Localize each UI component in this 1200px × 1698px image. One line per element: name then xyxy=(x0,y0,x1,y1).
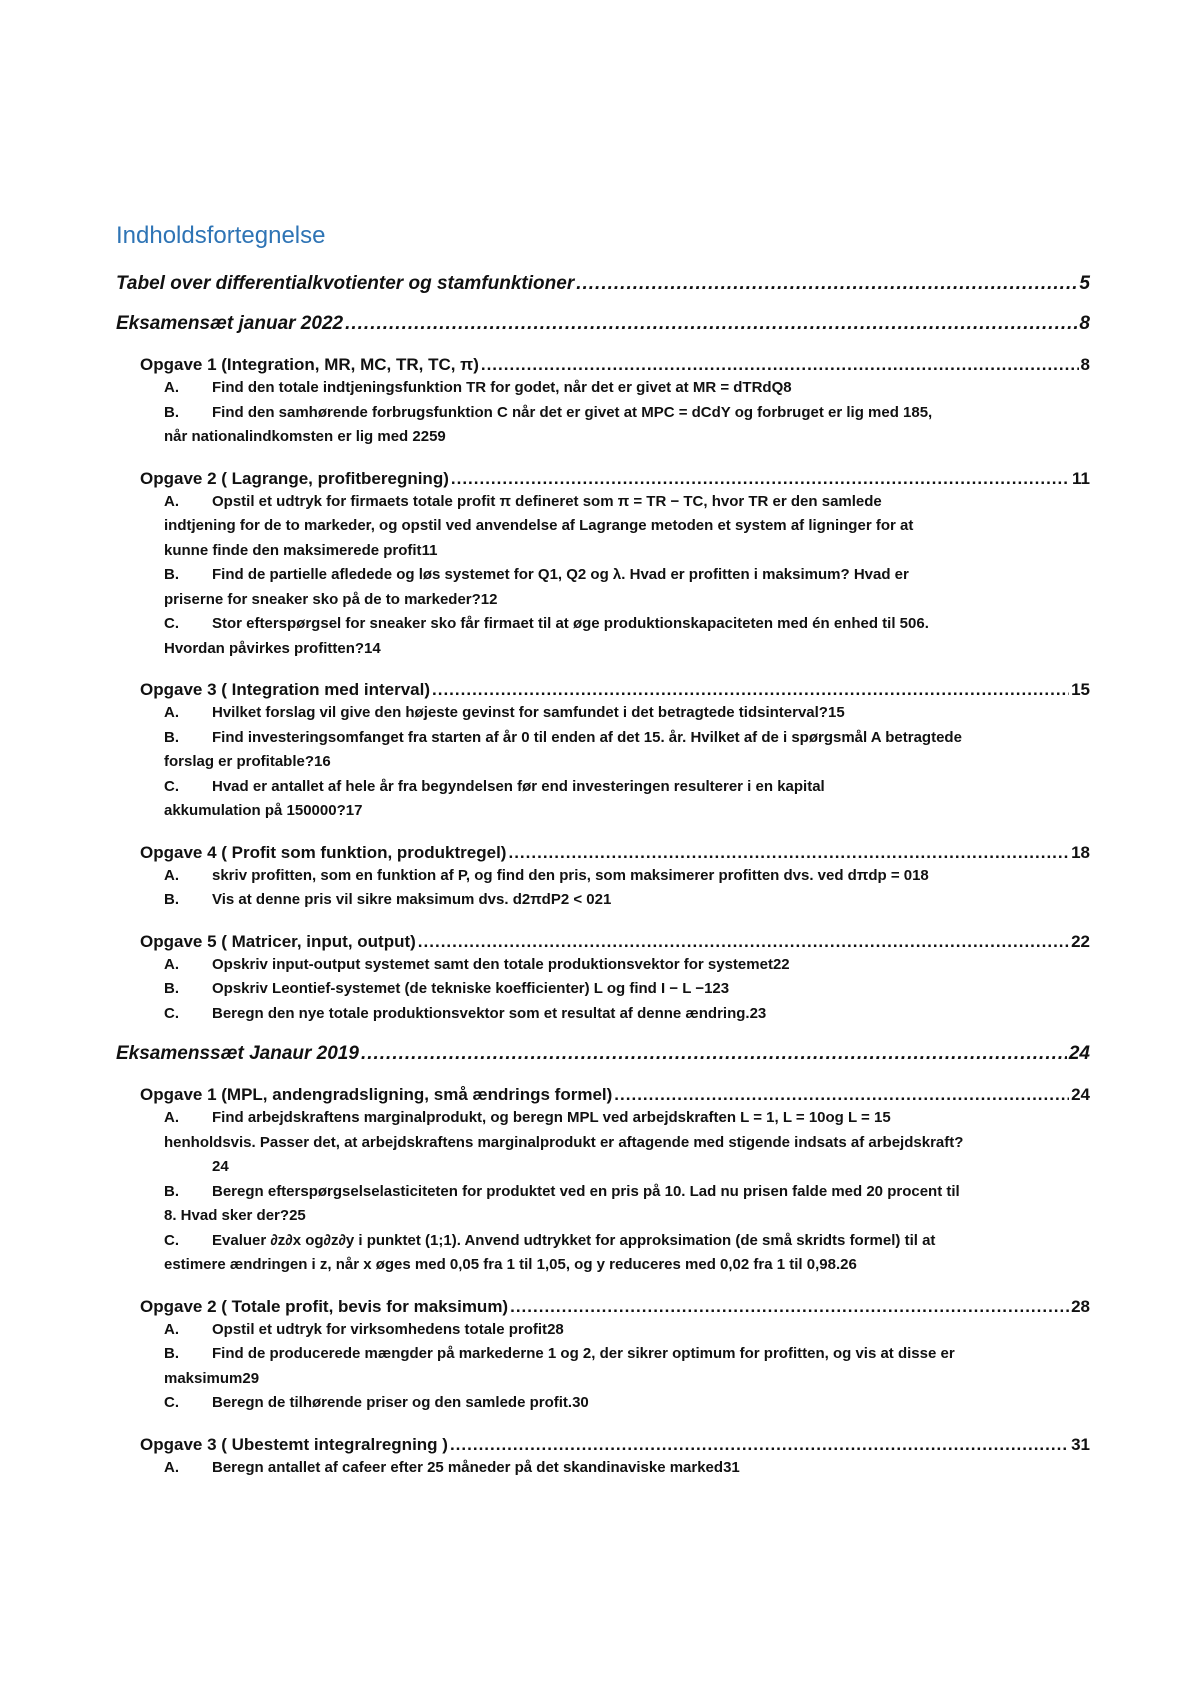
toc-heading-entry[interactable] xyxy=(116,272,1090,296)
subentry-text: Find den samhørende forbrugsfunktion C når det er givet at MPC = dCdY og forbruget er lig med 185, xyxy=(212,403,933,421)
toc-subentry[interactable] xyxy=(116,1180,1090,1229)
subentry-text: Beregn antallet af cafeer efter 25 måneder på det skandinaviske marked xyxy=(212,1458,724,1476)
toc-section-entry[interactable] xyxy=(116,354,1090,376)
page-number: 21 xyxy=(594,891,612,908)
toc-subentry[interactable] xyxy=(116,701,1090,726)
toc-section-entry[interactable] xyxy=(116,1296,1090,1318)
subentry-line xyxy=(164,1456,1090,1481)
subentry-text: henholdsvis. Passer det, at arbejdskraftens marginalprodukt er aftagende med stigende indsats af arbejdskraft? xyxy=(164,1133,964,1151)
toc-subentry[interactable] xyxy=(116,977,1090,1002)
toc-subentry[interactable] xyxy=(116,612,1090,661)
toc-subentry[interactable] xyxy=(116,1106,1090,1180)
subentry-text: estimere ændringen i z, når x øges med 0,05 fra 1 til 1,05, og y reduceres med 0,02 fra 1 til 0,98. xyxy=(164,1256,841,1273)
dot-leader xyxy=(576,272,1077,296)
page-number: 24 xyxy=(1068,1043,1090,1064)
subentry-line xyxy=(164,539,1090,564)
subentry-line xyxy=(164,612,1090,637)
toc-section-entry[interactable] xyxy=(116,842,1090,864)
page-number: 8 xyxy=(783,379,792,396)
subentry-line xyxy=(164,864,1090,889)
page-number: 16 xyxy=(314,753,331,770)
dot-leader xyxy=(614,1084,1069,1106)
page-number: 23 xyxy=(749,1004,767,1022)
subentry-line xyxy=(164,1253,1090,1278)
toc-subentry[interactable] xyxy=(116,376,1090,401)
subentry-text: skriv profitten, som en funktion af P, og find den pris, som maksimerer profitten dvs. ved dπdp = 0 xyxy=(212,866,913,884)
subentry-letter: C. xyxy=(164,777,179,795)
subentry-line xyxy=(164,726,1090,751)
subentry-line xyxy=(164,1002,1090,1027)
table-of-contents xyxy=(116,272,1090,1480)
subentry-line xyxy=(164,563,1090,588)
toc-subentry[interactable] xyxy=(116,1342,1090,1391)
dot-leader xyxy=(481,354,1079,376)
page-number: 11 xyxy=(1072,468,1090,488)
subentry-text: Stor efterspørgsel for sneaker sko får firmaet til at øge produktionskapaciteten med én enhed til 506. xyxy=(212,615,929,632)
subentry-line xyxy=(164,701,1090,726)
toc-subentry[interactable] xyxy=(116,864,1090,889)
page-number: 28 xyxy=(547,1320,564,1338)
page-number: 26 xyxy=(840,1256,857,1273)
dot-leader xyxy=(345,312,1077,336)
entry-title: Opgave 2 ( Totale profit, bevis for maksimum) xyxy=(140,1296,509,1316)
subentry-letter: C. xyxy=(164,1394,179,1411)
entry-title: Opgave 1 (Integration, MR, MC, TR, TC, π) xyxy=(140,355,479,374)
dot-leader xyxy=(450,1434,1069,1456)
dot-leader xyxy=(451,468,1070,490)
toc-subentry[interactable] xyxy=(116,1229,1090,1278)
subentry-line xyxy=(164,1391,1090,1416)
subentry-line xyxy=(164,514,1090,539)
subentry-text: Evaluer ∂z∂x og∂z∂y i punktet (1;1). Anvend udtrykket for approksimation (de små skridts formel) til at xyxy=(212,1231,936,1249)
subentry-letter: B. xyxy=(164,1182,179,1200)
page-number: 22 xyxy=(772,955,790,973)
subentry-text: kunne finde den maksimerede profit xyxy=(164,541,422,559)
toc-section-entry[interactable] xyxy=(116,1084,1090,1106)
subentry-text: Opstil et udtryk for virksomhedens totale profit xyxy=(212,1320,548,1338)
page-number: 31 xyxy=(723,1458,740,1476)
entry-title: Opgave 3 ( Integration med interval) xyxy=(140,680,431,699)
subentry-letter: A. xyxy=(164,379,179,396)
subentry-letter: C. xyxy=(164,1231,179,1249)
toc-subentry[interactable] xyxy=(116,775,1090,824)
toc-subentry[interactable] xyxy=(116,1002,1090,1027)
dot-leader xyxy=(361,1042,1067,1066)
subentry-line xyxy=(164,1131,1090,1156)
subentry-text: Beregn den nye totale produktionsvektor som et resultat af denne ændring. xyxy=(212,1004,750,1022)
page-number: 8 xyxy=(1080,355,1090,374)
page-number: 12 xyxy=(480,590,498,608)
subentry-text: Hvilket forslag vil give den højeste gevinst for samfundet i det betragtede tidsinterval? xyxy=(212,704,828,721)
page-number: 17 xyxy=(345,802,363,819)
subentry-line xyxy=(164,1229,1090,1254)
page-number: 24 xyxy=(1071,1085,1090,1104)
subentry-line xyxy=(164,977,1090,1002)
subentry-text: Find investeringsomfanget fra starten af år 0 til enden af det 15. år. Hvilket af de i spørgsmål A betragtede xyxy=(212,728,962,746)
entry-title: Eksamensæt januar 2022 xyxy=(116,313,344,334)
subentry-line xyxy=(164,425,1090,450)
subentry-line xyxy=(164,376,1090,401)
subentry-letter: A. xyxy=(164,1320,179,1338)
subentry-line xyxy=(164,1180,1090,1205)
page-number: 15 xyxy=(1071,680,1090,699)
subentry-text: akkumulation på 150000? xyxy=(164,802,346,819)
subentry-letter: B. xyxy=(164,980,179,997)
page-number: 28 xyxy=(1071,1296,1090,1316)
subentry-line xyxy=(164,1155,1090,1180)
subentry-line xyxy=(164,750,1090,775)
subentry-line xyxy=(164,588,1090,613)
subentry-letter: A. xyxy=(164,1458,179,1476)
subentry-line xyxy=(164,953,1090,978)
subentry-letter: A. xyxy=(164,866,179,884)
subentry-letter: A. xyxy=(164,704,179,721)
subentry-letter: A. xyxy=(164,955,179,973)
subentry-letter: B. xyxy=(164,891,179,908)
toc-subentry[interactable] xyxy=(116,490,1090,564)
page-number: 31 xyxy=(1071,1434,1090,1454)
page-number: 29 xyxy=(242,1369,260,1387)
subentry-line xyxy=(164,1342,1090,1367)
subentry-line xyxy=(164,1204,1090,1229)
subentry-text: Hvad er antallet af hele år fra begyndelsen før end investeringen resulterer i en kapital xyxy=(212,777,825,795)
subentry-letter: B. xyxy=(164,728,179,746)
toc-subentry[interactable] xyxy=(116,1456,1090,1481)
subentry-text: Hvordan påvirkes profitten? xyxy=(164,639,365,657)
subentry-text: når nationalindkomsten er lig med 225 xyxy=(164,428,438,445)
subentry-text: Find de partielle afledede og løs systemet for Q1, Q2 og λ. Hvad er profitten i maksimum? Hvad er xyxy=(212,566,909,583)
subentry-text: priserne for sneaker sko på de to markeder? xyxy=(164,590,481,608)
dot-leader xyxy=(510,1296,1069,1318)
subentry-letter: A. xyxy=(164,492,179,510)
entry-title: Opgave 2 ( Lagrange, profitberegning) xyxy=(140,468,449,488)
toc-subentry[interactable] xyxy=(116,726,1090,775)
page-number: 18 xyxy=(1071,842,1090,862)
subentry-line xyxy=(164,775,1090,800)
toc-section-entry[interactable] xyxy=(116,468,1090,490)
subentry-text: Opskriv input-output systemet samt den totale produktionsvektor for systemet xyxy=(212,955,773,973)
toc-subentry[interactable] xyxy=(116,888,1090,913)
subentry-letter: C. xyxy=(164,1004,179,1022)
toc-section-entry[interactable] xyxy=(116,1434,1090,1456)
subentry-letter: B. xyxy=(164,403,179,421)
subentry-letter: B. xyxy=(164,1345,179,1362)
subentry-line xyxy=(164,799,1090,824)
subentry-text: Vis at denne pris vil sikre maksimum dvs. d2πdP2 < 0 xyxy=(212,891,595,908)
toc-heading-entry[interactable] xyxy=(116,1042,1090,1066)
subentry-text: forslag er profitable? xyxy=(164,753,315,770)
subentry-text: Beregn de tilhørende priser og den samlede profit. xyxy=(212,1394,573,1411)
page-number: 14 xyxy=(364,639,381,657)
subentry-line xyxy=(164,490,1090,515)
subentry-line xyxy=(164,1106,1090,1131)
subentry-text: Find den totale indtjeningsfunktion TR for godet, når det er givet at MR = dTRdQ xyxy=(212,379,784,396)
subentry-text: indtjening for de to markeder, og opstil ved anvendelse af Lagrange metoden et system af ligninger for at xyxy=(164,517,914,534)
entry-title: Opgave 3 ( Ubestemt integralregning ) xyxy=(140,1434,448,1454)
dot-leader xyxy=(418,931,1069,953)
toc-subentry[interactable] xyxy=(116,1391,1090,1416)
entry-title: Opgave 5 ( Matricer, input, output) xyxy=(140,931,416,951)
subentry-text: 8. Hvad sker der? xyxy=(164,1207,290,1224)
subentry-text: maksimum xyxy=(164,1369,243,1387)
dot-leader xyxy=(508,842,1069,864)
page-number: 22 xyxy=(1071,931,1090,951)
toc-title: Indholdsfortegnelse xyxy=(116,222,326,249)
page-number: 9 xyxy=(437,428,446,445)
subentry-letter: A. xyxy=(164,1109,179,1126)
page-number: 18 xyxy=(912,866,929,884)
dot-leader xyxy=(432,679,1069,701)
subentry-letter: C. xyxy=(164,615,179,632)
toc-heading-entry[interactable] xyxy=(116,312,1090,336)
page-number: 30 xyxy=(572,1394,589,1411)
entry-title: Eksamenssæt Janaur 2019 xyxy=(116,1043,359,1064)
subentry-text: Find de producerede mængder på markederne 1 og 2, der sikrer optimum for profitten, og vis at disse er xyxy=(212,1345,955,1362)
entry-title: Opgave 1 (MPL, andengradsligning, små ændrings formel) xyxy=(140,1085,613,1104)
toc-subentry[interactable] xyxy=(116,953,1090,978)
page-number: 23 xyxy=(712,980,730,997)
page-number: 24 xyxy=(212,1158,229,1175)
subentry-line xyxy=(164,1367,1090,1392)
toc-subentry[interactable] xyxy=(116,1318,1090,1343)
subentry-letter: B. xyxy=(164,566,179,583)
subentry-text: Find arbejdskraftens marginalprodukt, og beregn MPL ved arbejdskraften L = 1, L = 10og L = 15 xyxy=(212,1109,891,1126)
toc-subentry[interactable] xyxy=(116,563,1090,612)
subentry-text: Beregn efterspørgselselasticiteten for produktet ved en pris på 10. Lad nu prisen falde med 20 procent til xyxy=(212,1182,960,1200)
entry-title: Tabel over differentialkvotienter og stamfunktioner xyxy=(116,273,575,294)
subentry-line xyxy=(164,888,1090,913)
page-number: 8 xyxy=(1079,313,1090,334)
toc-section-entry[interactable] xyxy=(116,679,1090,701)
subentry-line xyxy=(164,401,1090,426)
entry-title: Opgave 4 ( Profit som funktion, produktregel) xyxy=(140,842,507,862)
subentry-line xyxy=(164,637,1090,662)
subentry-text: Opskriv Leontief-systemet (de tekniske koefficienter) L og find I − L −1 xyxy=(212,980,713,997)
page-number: 15 xyxy=(827,704,845,721)
page-number: 11 xyxy=(421,541,438,559)
subentry-text: Opstil et udtryk for firmaets totale profit π defineret som π = TR − TC, hvor TR er den samlede xyxy=(212,492,882,510)
page-number: 25 xyxy=(289,1207,306,1224)
toc-section-entry[interactable] xyxy=(116,931,1090,953)
toc-subentry[interactable] xyxy=(116,401,1090,450)
page-number: 5 xyxy=(1079,273,1090,294)
subentry-line xyxy=(164,1318,1090,1343)
